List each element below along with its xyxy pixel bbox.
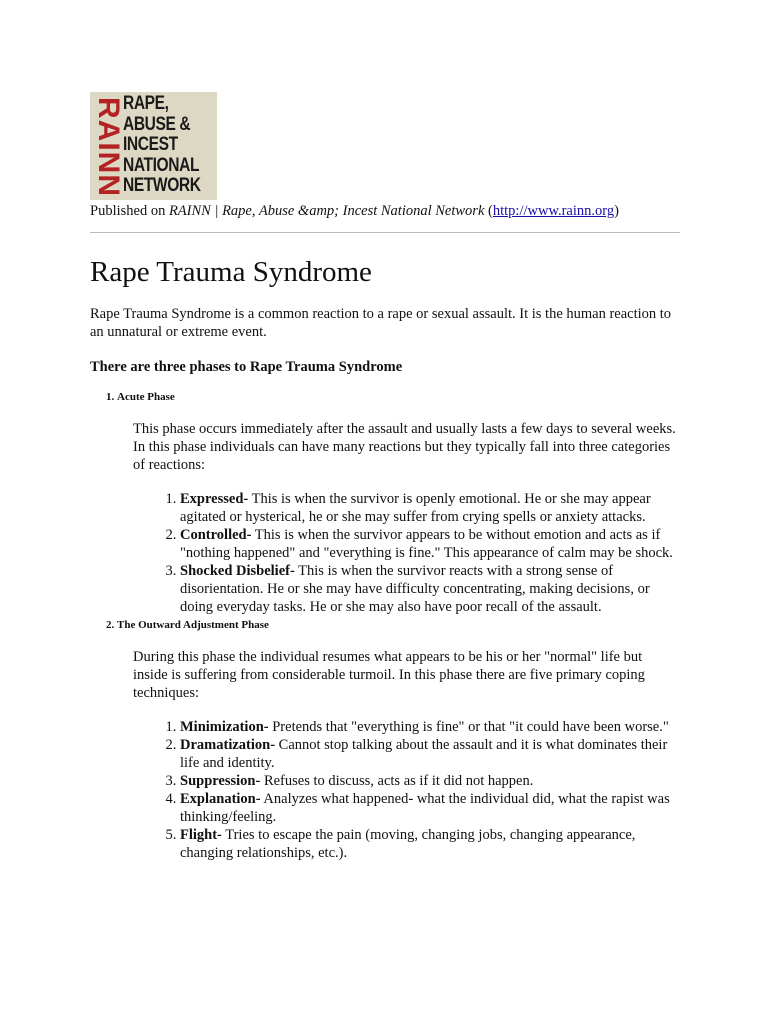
phase-body: This phase occurs immediately after the assault and usually lasts a few days to several weeks. In this phase individuals can have many reactions but they typically fall into three categories of reactions: [133, 421, 676, 473]
page-title: Rape Trauma Syndrome [90, 256, 372, 288]
published-open-paren: ( [484, 203, 493, 219]
item-text: Tries to escape the pain (moving, changing jobs, changing appearance, changing relationships, etc.). [180, 827, 636, 861]
divider [90, 232, 680, 233]
item-term: Controlled- [180, 527, 252, 543]
list-item [180, 718, 680, 736]
logo-vertical-text: RAINN [92, 97, 125, 197]
logo-line: NATIONAL [123, 154, 200, 176]
published-prefix: Published on [90, 203, 169, 219]
logo-line: RAPE, [123, 93, 169, 114]
phases-heading: There are three phases to Rape Trauma Syndrome [90, 359, 403, 375]
item-term: Expressed- [180, 491, 249, 507]
item-term: Dramatization- [180, 737, 276, 753]
logo-line: ABUSE & [123, 113, 191, 135]
list-item [180, 562, 680, 616]
item-text: Pretends that "everything is fine" or that "it could have been worse." [268, 719, 669, 735]
list-item [180, 526, 680, 562]
list-item [180, 736, 680, 772]
list-item [180, 490, 680, 526]
list-item [180, 826, 680, 862]
list-item [180, 790, 680, 826]
reaction-list [133, 490, 680, 616]
published-line [90, 202, 680, 220]
logo-line: INCEST [123, 134, 178, 155]
phase-body: During this phase the individual resumes what appears to be his or her "normal" life but inside is suffering from considerable turmoil. In this phase there are five primary coping techniques: [133, 649, 645, 701]
intro-paragraph: Rape Trauma Syndrome is a common reaction to a rape or sexual assault. It is the human reaction to an unnatural or extreme event. [90, 306, 672, 340]
logo-text [123, 93, 201, 197]
item-term: Flight- [180, 827, 222, 843]
phase-title: The Outward Adjustment Phase [117, 619, 269, 631]
item-text: Refuses to discuss, acts as if it did not happen. [260, 773, 534, 789]
phase-item [117, 618, 680, 862]
item-term: Suppression- [180, 773, 261, 789]
item-text: Cannot stop talking about the assault and it is what dominates their life and identity. [180, 737, 668, 771]
rainn-logo [90, 92, 217, 200]
phase-item [117, 390, 680, 616]
item-term: Minimization- [180, 719, 269, 735]
phase-title: Acute Phase [117, 391, 175, 403]
document-page [90, 92, 680, 862]
coping-list [133, 718, 680, 862]
item-text: This is when the survivor reacts with a strong sense of disorientation. He or she may have difficulty concentrating, making decisions, or doing everyday tasks. He or she may also have poor recall of the assault. [180, 563, 650, 615]
published-site: RAINN | Rape, Abuse &amp; Incest National Network [168, 203, 485, 219]
site-url-link[interactable]: http://www.rainn.org [492, 203, 615, 219]
item-term: Shocked Disbelief- [180, 563, 295, 579]
item-text: This is when the survivor appears to be without emotion and acts as if "nothing happened" and "everything is fine." This appearance of calm may be shock. [180, 527, 673, 561]
item-text: Analyzes what happened- what the individual did, what the rapist was thinking/feeling. [180, 791, 670, 825]
logo-line: NETWORK [123, 175, 201, 196]
item-text: This is when the survivor is openly emotional. He or she may appear agitated or hysterical, he or she may suffer from crying spells or anxiety attacks. [180, 491, 651, 525]
phases-list [90, 390, 680, 862]
published-close-paren: ) [614, 203, 619, 219]
list-item [180, 772, 680, 790]
item-term: Explanation- [180, 791, 261, 807]
